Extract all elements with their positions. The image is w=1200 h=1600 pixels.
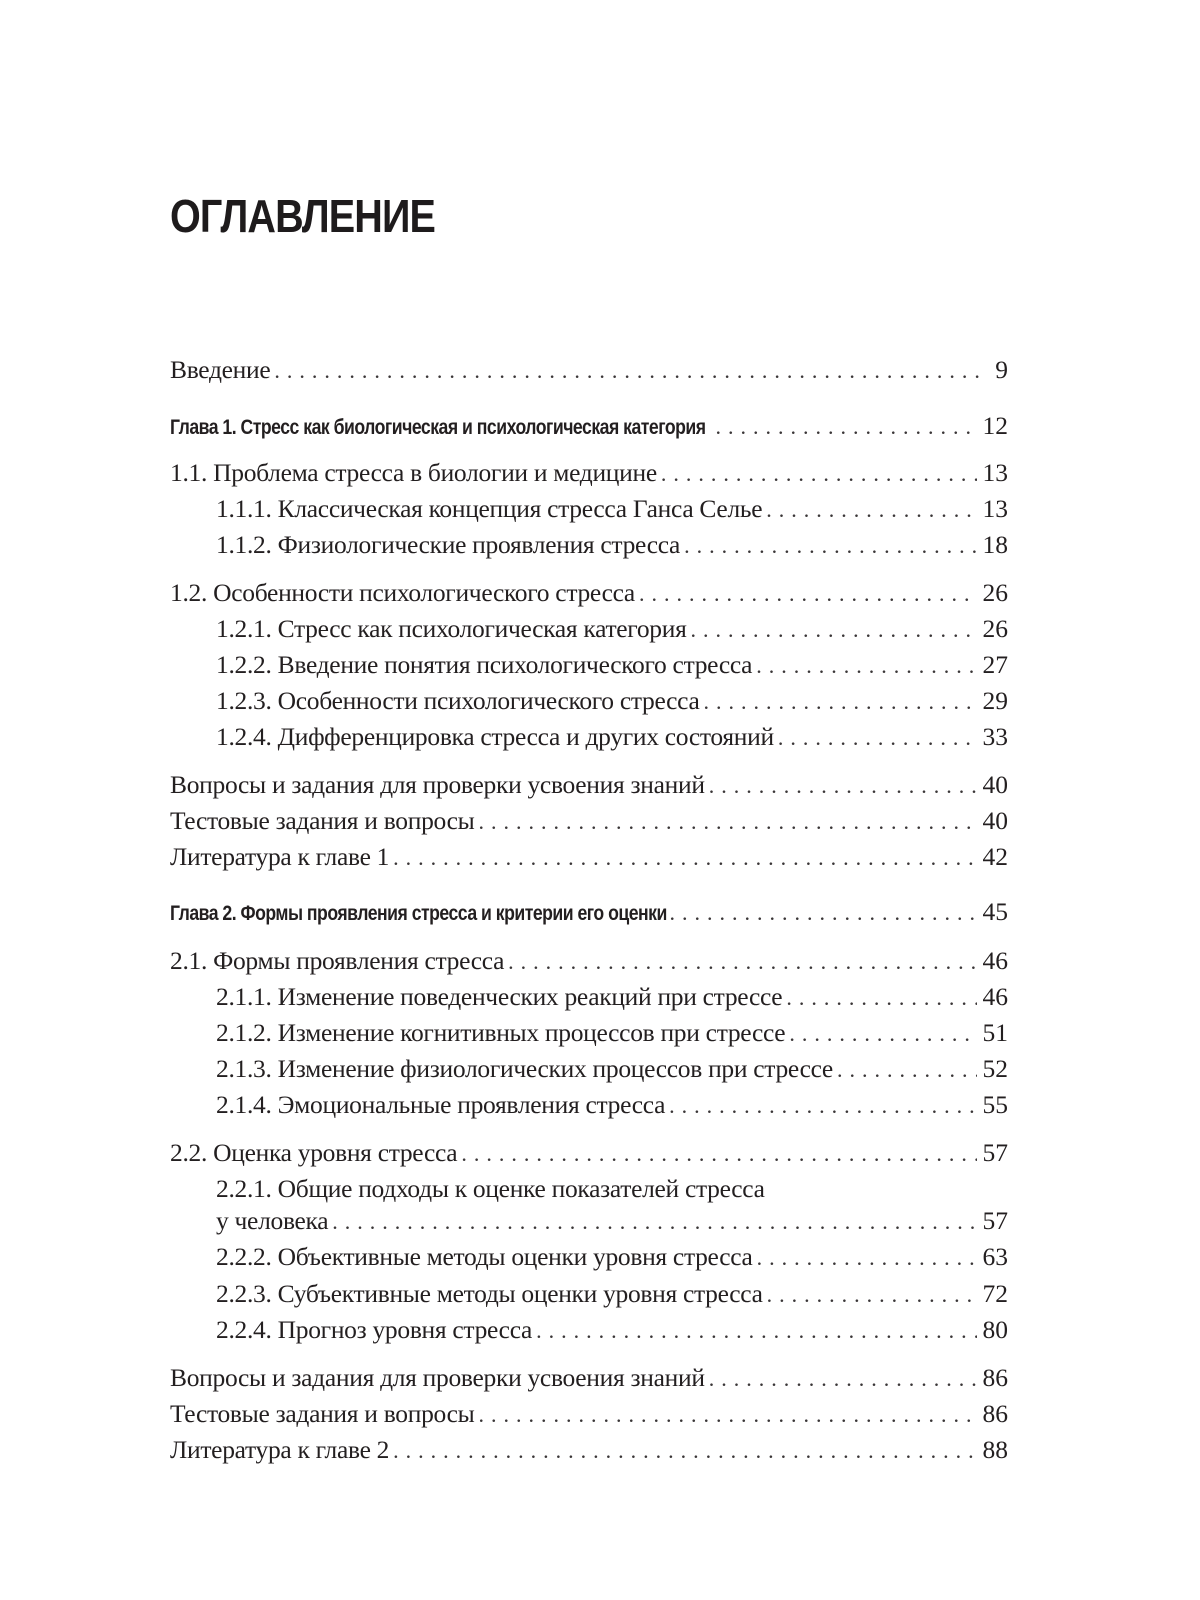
- toc-entry-title: Тестовые задания и вопросы: [170, 806, 475, 835]
- toc-entry-title: 2.2. Оценка уровня стресса: [170, 1138, 458, 1167]
- toc-entry-title: 2.1.4. Эмоциональные проявления стресса: [216, 1090, 666, 1119]
- toc-page-number: 46: [982, 946, 1008, 975]
- toc-entry-title: 1.2.3. Особенности психологического стресса: [216, 686, 700, 715]
- toc-entry-section-2-2[interactable]: [170, 1135, 1008, 1171]
- dot-leader: [393, 1433, 976, 1469]
- dot-leader: [766, 492, 976, 528]
- dot-leader: [757, 1240, 977, 1276]
- dot-leader: [669, 895, 976, 931]
- toc-entry-subsection-1-2-1[interactable]: [170, 611, 1008, 647]
- toc-page-number: 57: [982, 1138, 1008, 1167]
- toc-entry-subsection-2-1-2[interactable]: [170, 1015, 1008, 1051]
- toc-entry-title: Глава 2. Формы проявления стресса и критерии его оценки: [170, 902, 667, 925]
- toc-entry-title: Вопросы и задания для проверки усвоения знаний: [170, 1363, 705, 1392]
- toc-entry-title: 2.1. Формы проявления стресса: [170, 946, 505, 975]
- toc-entry-title-continued: у человека: [216, 1206, 329, 1235]
- toc-page-number: 9: [995, 355, 1008, 384]
- dot-leader: [715, 409, 976, 445]
- dot-leader: [393, 840, 976, 876]
- toc-page-number: 46: [982, 982, 1008, 1011]
- toc-entry-subsection-2-2-2[interactable]: [170, 1239, 1008, 1275]
- toc-entry-title: 2.2.3. Субъективные методы оценки уровня стресса: [216, 1279, 763, 1308]
- toc-entry-title: Литература к главе 2: [170, 1435, 390, 1464]
- dot-leader: [709, 768, 977, 804]
- dot-leader: [669, 1088, 976, 1124]
- toc-entry-subsection-2-1-1[interactable]: [170, 979, 1008, 1015]
- toc-entry-subsection-2-2-3[interactable]: [170, 1276, 1008, 1312]
- toc-page-number: 26: [982, 578, 1008, 607]
- toc-page-number: 86: [982, 1363, 1008, 1392]
- toc-page-number: 63: [982, 1242, 1008, 1271]
- toc-entry-questions-ch1[interactable]: [170, 767, 1008, 803]
- toc-entry-introduction[interactable]: [170, 352, 1008, 388]
- toc-page-number: 86: [982, 1399, 1008, 1428]
- toc-entry-title: 1.1. Проблема стресса в биологии и медицине: [170, 458, 657, 487]
- toc-entry-tests-ch2[interactable]: [170, 1396, 1008, 1432]
- toc-entry-literature-ch1[interactable]: [170, 839, 1008, 875]
- toc-page-number: 18: [982, 530, 1008, 559]
- toc-entry-title: 2.1.3. Изменение физиологических процессов при стрессе: [216, 1054, 833, 1083]
- dot-leader: [767, 1277, 977, 1313]
- dot-leader: [274, 353, 988, 389]
- dot-leader: [703, 684, 976, 720]
- toc-page-number: 27: [982, 650, 1008, 679]
- toc-page-number: 72: [982, 1279, 1008, 1308]
- dot-leader: [691, 612, 977, 648]
- page-title: ОГЛАВЛЕНИЕ: [170, 190, 436, 242]
- toc-entry-subsection-1-1-1[interactable]: [170, 491, 1008, 527]
- toc-entry-subsection-2-2-4[interactable]: [170, 1312, 1008, 1348]
- toc-entry-title: Тестовые задания и вопросы: [170, 1399, 475, 1428]
- toc-entry-title: 1.2.2. Введение понятия психологического стресса: [216, 650, 753, 679]
- toc-entry-title: Введение: [170, 355, 271, 384]
- toc-page-number: 45: [982, 897, 1008, 926]
- toc-entry-subsection-1-2-3[interactable]: [170, 683, 1008, 719]
- toc-entry-title: 1.2. Особенности психологического стресса: [170, 578, 635, 607]
- toc-page-number: 80: [982, 1315, 1008, 1344]
- toc-page-number: 29: [982, 686, 1008, 715]
- toc-entry-title: 1.2.1. Стресс как психологическая категория: [216, 614, 687, 643]
- toc-entry-title: 1.1.1. Классическая концепция стресса Ганса Селье: [216, 494, 763, 523]
- toc-entry-title: 2.1.1. Изменение поведенческих реакций при стрессе: [216, 982, 783, 1011]
- dot-leader: [332, 1204, 976, 1240]
- toc-page-number: 42: [982, 842, 1008, 871]
- toc-entry-title: 2.2.1. Общие подходы к оценке показателей стресса: [216, 1174, 765, 1203]
- toc-entry-title: 1.2.4. Дифференцировка стресса и других состояний: [216, 722, 774, 751]
- toc-entry-title: Вопросы и задания для проверки усвоения знаний: [170, 770, 705, 799]
- toc-entry-title: 2.2.2. Объективные методы оценки уровня стресса: [216, 1242, 753, 1271]
- dot-leader: [789, 1016, 976, 1052]
- dot-leader: [661, 456, 977, 492]
- dot-leader: [461, 1136, 976, 1172]
- toc-entry-title: Глава 1. Стресс как биологическая и психологическая категория: [170, 416, 706, 439]
- toc-page-number: 40: [982, 806, 1008, 835]
- toc-entry-title: 1.1.2. Физиологические проявления стресса: [216, 530, 681, 559]
- toc-page-number: 51: [982, 1018, 1008, 1047]
- toc-entry-subsection-2-1-3[interactable]: [170, 1051, 1008, 1087]
- dot-leader: [837, 1052, 977, 1088]
- dot-leader: [778, 720, 977, 756]
- toc-page-number: 57: [982, 1206, 1008, 1235]
- dot-leader: [536, 1313, 976, 1349]
- toc-entry-section-1-2[interactable]: [170, 575, 1008, 611]
- toc-page-number: 88: [982, 1435, 1008, 1464]
- toc-entry-title: 2.2.4. Прогноз уровня стресса: [216, 1315, 533, 1344]
- dot-leader: [639, 576, 977, 612]
- toc-entry-chapter-2[interactable]: [170, 894, 1008, 930]
- toc-page-number: 33: [982, 722, 1008, 751]
- toc-entry-subsection-1-2-4[interactable]: [170, 719, 1008, 755]
- toc-entry-chapter-1[interactable]: [170, 408, 1008, 444]
- toc-page-number: 40: [982, 770, 1008, 799]
- dot-leader: [478, 804, 976, 840]
- toc-entry-subsection-1-1-2[interactable]: [170, 527, 1008, 563]
- toc-entry-title: 2.1.2. Изменение когнитивных процессов при стрессе: [216, 1018, 786, 1047]
- toc-entry-subsection-2-1-4[interactable]: [170, 1087, 1008, 1123]
- toc-entry-subsection-2-2-1[interactable]: [170, 1171, 1008, 1207]
- dot-leader: [756, 648, 976, 684]
- toc-entry-section-2-1[interactable]: [170, 943, 1008, 979]
- toc-page-number: 26: [982, 614, 1008, 643]
- toc-page-number: 12: [982, 411, 1008, 440]
- toc-entry-title: Литература к главе 1: [170, 842, 390, 871]
- dot-leader: [709, 1361, 977, 1397]
- toc-entry-subsection-2-2-1-continued[interactable]: [170, 1203, 1008, 1239]
- dot-leader: [508, 944, 976, 980]
- dot-leader: [786, 980, 976, 1016]
- dot-leader: [478, 1397, 976, 1433]
- toc-entry-tests-ch1[interactable]: [170, 803, 1008, 839]
- dot-leader: [684, 528, 976, 564]
- toc-page-number: 13: [982, 494, 1008, 523]
- toc-entry-subsection-1-2-2[interactable]: [170, 647, 1008, 683]
- toc-page-number: 13: [982, 458, 1008, 487]
- toc-entry-questions-ch2[interactable]: [170, 1360, 1008, 1396]
- toc-page-number: 52: [982, 1054, 1008, 1083]
- toc-entry-literature-ch2[interactable]: [170, 1432, 1008, 1468]
- toc-page-number: 55: [982, 1090, 1008, 1119]
- toc-entry-section-1-1[interactable]: [170, 455, 1008, 491]
